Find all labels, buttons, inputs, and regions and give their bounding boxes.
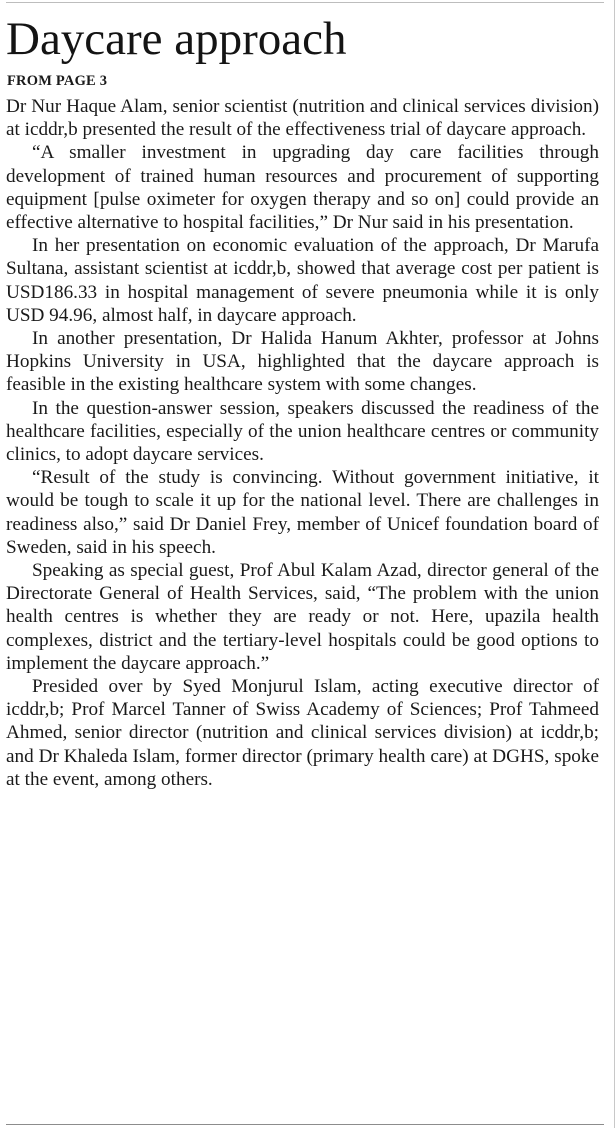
paragraph-4: In another presentation, Dr Halida Hanum Akhter, professor at Johns Hopkins University in USA, highlighted that the daycare approach is feasible in the existing healthcare system with some changes.	[6, 328, 599, 396]
bottom-rule	[6, 1124, 604, 1125]
paragraph-1: Dr Nur Haque Alam, senior scientist (nutrition and clinical services division) at icddr,b presented the result of the effectiveness trial of daycare approach.	[6, 96, 599, 141]
headline: Daycare approach	[6, 13, 347, 65]
continuation-line: FROM PAGE 3	[7, 73, 108, 89]
paragraph-2: “A smaller investment in upgrading day care facilities through development of trained human resources and procurement of supporting equipment [pulse oximeter for oxygen therapy and so on] could provide an effective alternative to hospital facilities,” Dr Nur said in his presentation.	[6, 142, 599, 234]
article-body	[6, 95, 599, 791]
paragraph-8: Presided over by Syed Monjurul Islam, acting executive director of icddr,b; Prof Marcel Tanner of Swiss Academy of Sciences; Prof Tahmeed Ahmed, senior director (nutrition and clinical services division) at icddr,b; and Dr Khaleda Islam, former director (primary health care) at DGHS, spoke at the event, among others.	[6, 676, 599, 790]
paragraph-5: In the question-answer session, speakers discussed the readiness of the healthcare facilities, especially of the union healthcare centres or community clinics, to adopt daycare services.	[6, 397, 599, 466]
top-rule	[6, 2, 604, 3]
paragraph-7: Speaking as special guest, Prof Abul Kalam Azad, director general of the Directorate General of Health Services, said, “The problem with the union health centres is whether they are ready or not. Here, upazila health complexes, district and the tertiary-level hospitals could be good options to implement the daycare approach.”	[6, 560, 599, 674]
paragraph-3: In her presentation on economic evaluation of the approach, Dr Marufa Sultana, assistant scientist at icddr,b, showed that average cost per patient is USD186.33 in hospital management of severe pneumonia while it is only USD 94.96, almost half, in daycare approach.	[6, 235, 599, 326]
paragraph-6: “Result of the study is convincing. Without government initiative, it would be tough to scale it up for the national level. There are challenges in readiness also,” said Dr Daniel Frey, member of Unicef foundation board of Sweden, said in his speech.	[6, 467, 599, 558]
